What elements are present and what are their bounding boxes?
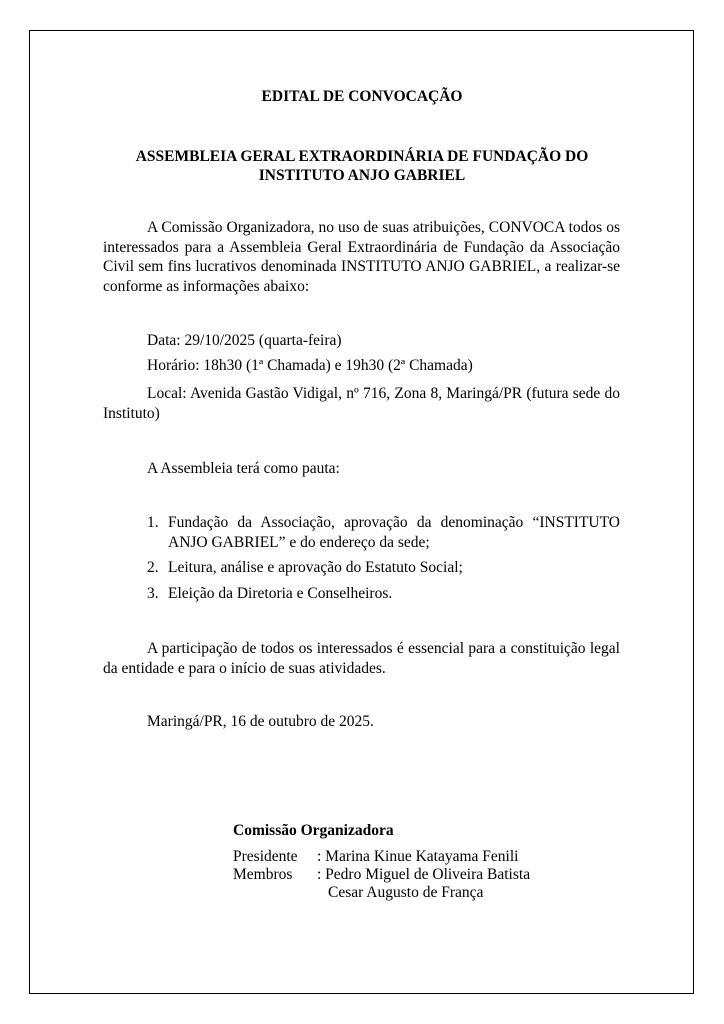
president-name: : Marina Kinue Katayama Fenili — [317, 848, 519, 865]
agenda-item-number: 1. — [147, 514, 159, 531]
agenda-list — [147, 513, 620, 609]
document-heading: EDITAL DE CONVOCAÇÃO — [261, 88, 463, 105]
assembly-title-line-1: ASSEMBLEIA GERAL EXTRAORDINÁRIA DE FUNDAÇÃO DO — [135, 148, 589, 165]
agenda-item-text: Fundação da Associação, aprovação da denominação “INSTITUTO ANJO GABRIEL” e do endereço da sede; — [168, 514, 620, 551]
location-line: Local: Avenida Gastão Vidigal, nº 716, Zona 8, Maringá/PR (futura sede do Instituto) — [103, 385, 620, 422]
assembly-title-line-2: INSTITUTO ANJO GABRIEL — [258, 167, 466, 184]
members-names — [317, 866, 530, 902]
agenda-item-text: Leitura, análise e aprovação do Estatuto Social; — [168, 559, 463, 576]
agenda-item — [147, 558, 620, 578]
members-role: Membros — [233, 866, 293, 883]
committee-title: Comissão Organizadora — [233, 822, 394, 839]
closing-paragraph: A participação de todos os interessados é essencial para a constituição legal da entidade e para o início de suas atividades. — [103, 640, 620, 677]
president-role: Presidente — [233, 848, 298, 865]
agenda-intro: A Assembleia terá como pauta: — [147, 460, 340, 477]
agenda-item-text: Eleição da Diretoria e Conselheiros. — [168, 584, 393, 602]
member-name: : Pedro Miguel de Oliveira Batista — [317, 866, 531, 883]
members-row — [233, 866, 530, 902]
president-row — [233, 848, 530, 866]
member-name: Cesar Augusto de França — [328, 884, 484, 901]
place-and-date: Maringá/PR, 16 de outubro de 2025. — [147, 713, 374, 730]
date-line: Data: 29/10/2025 (quarta-feira) — [147, 332, 342, 349]
agenda-item-number: 2. — [147, 559, 159, 576]
agenda-item-number: 3. — [147, 584, 159, 602]
agenda-item — [147, 584, 620, 604]
signature-block — [233, 822, 530, 902]
intro-paragraph: A Comissão Organizadora, no uso de suas atribuições, CONVOCA todos os interessados para a Assembleia Geral Extraordinária de Fundação da Associação Civil sem fins lucrativos denominada INSTITUTO ANJO GABRIEL, a realizar-se conforme as informações abaixo: — [103, 219, 620, 295]
agenda-item — [147, 513, 620, 552]
time-line: Horário: 18h30 (1ª Chamada) e 19h30 (2ª Chamada) — [147, 357, 473, 374]
